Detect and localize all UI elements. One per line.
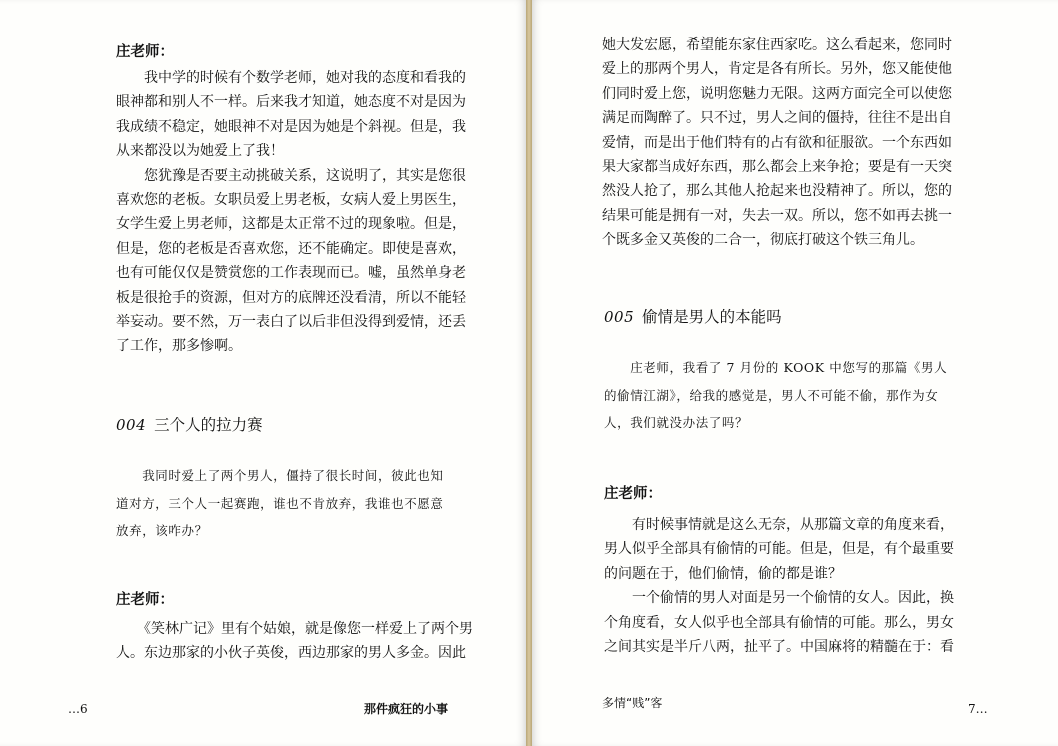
text-line: 女学生爱上男老师，这都是太正常不过的现象啦。但是， <box>116 216 466 233</box>
author-header: 庄老师： <box>116 592 174 608</box>
text-line: 眼神都和别人不一样。后来我才知道，她态度不对是因为 <box>116 94 466 111</box>
text-line: 她大发宏愿，希望能东家住西家吃。这么看起来，您同时 <box>602 37 952 53</box>
author-header: 庄老师： <box>116 44 174 60</box>
text-line: 喜欢您的老板。女职员爱上男老板，女病人爱上男医生， <box>116 192 466 209</box>
text-line: 但是，您的老板是否喜欢您，还不能确定。即使是喜欢， <box>116 240 466 257</box>
page-number: …6 <box>68 702 88 716</box>
text-line: 从来都没以为她爱上了我！ <box>116 143 284 160</box>
body-paragraph <box>116 66 466 359</box>
text-line: 然没人抢了，那么其他人抢起来也没精神了。所以，您的 <box>602 183 952 200</box>
text-line: 男人似乎全部具有偷情的可能。但是，但是，有个最重要 <box>604 541 954 558</box>
body-paragraph <box>604 513 954 659</box>
text-line: 道对方，三个人一起赛跑，谁也不肯放弃，我谁也不愿意 <box>116 495 444 511</box>
reader-question <box>116 462 444 545</box>
right-page <box>532 0 1058 746</box>
text-line: 结果可能是拥有一对，失去一双。所以，您不如再去挑一 <box>602 207 952 224</box>
text-line: 一个偷情的男人对面是另一个偷情的女人。因此，换 <box>604 590 954 607</box>
text-line: 的偷情江湖》，给我的感觉是，男人不可能不偷，那作为女 <box>604 387 939 403</box>
left-page <box>0 0 526 746</box>
text-line: 板是很抢手的资源，但对方的底牌还没看清，所以不能轻 <box>116 289 466 306</box>
text-line: 我中学的时候有个数学老师，她对我的态度和看我的 <box>116 70 466 86</box>
author-header: 庄老师： <box>604 486 662 502</box>
text-line: 满足而陶醉了。只不过，男人之间的僵持，往往不是出自 <box>602 110 952 127</box>
reader-question <box>604 354 947 437</box>
text-line: 我同时爱上了两个男人，僵持了很长时间，彼此也知 <box>116 468 444 483</box>
text-line: 个角度看，女人似乎也全部具有偷情的可能。那么，男女 <box>604 614 954 631</box>
text-line: 了工作，那多惨啊。 <box>116 338 242 355</box>
text-line: 爱情，而是出于他们特有的占有欲和征服欲。一个东西如 <box>602 134 952 151</box>
text-line: 之间其实是半斤八两，扯平了。中国麻将的精髓在于：看 <box>604 639 954 656</box>
section-number: 005 <box>604 308 635 326</box>
text-line: 爱上的那两个男人，肯定是各有所长。另外，您又能使他 <box>602 61 952 78</box>
text-line: 个既多金又英俊的二合一，彻底打破这个铁三角儿。 <box>602 232 924 249</box>
body-paragraph <box>116 617 473 666</box>
text-line: 的问题在于，他们偷情，偷的都是谁？ <box>604 565 842 582</box>
section-title: 三个人的拉力赛 <box>154 416 263 434</box>
text-line: 您犹豫是否要主动挑破关系，这说明了，其实是您很 <box>116 167 466 184</box>
section-heading <box>604 305 782 327</box>
body-paragraph <box>602 33 952 253</box>
text-line: 人。东边那家的小伙子英俊，西边那家的男人多金。因此 <box>116 645 466 662</box>
text-line: 我成绩不稳定，她眼神不对是因为她是个斜视。但是，我 <box>116 118 466 135</box>
text-line: 也有可能仅仅是赞赏您的工作表现而已。嘘，虽然单身老 <box>116 265 466 282</box>
running-title: 多情“贱”客 <box>602 696 663 710</box>
text-line: 有时候事情就是这么无奈，从那篇文章的角度来看， <box>604 517 954 533</box>
section-number: 004 <box>116 416 147 434</box>
section-title: 偷情是男人的本能吗 <box>642 308 782 326</box>
text-line: 们同时爱上您，说明您魅力无限。这两方面完全可以使您 <box>602 85 952 102</box>
text-line: 庄老师，我看了 7 月份的 KOOK 中您写的那篇《男人 <box>604 360 948 375</box>
text-line: 人，我们就没办法了吗？ <box>604 415 749 430</box>
text-line: 果大家都当成好东西，那么都会上来争抢；要是有一天突 <box>602 159 952 176</box>
text-line: 举妄动。要不然，万一表白了以后非但没得到爱情，还丢 <box>116 314 466 331</box>
running-title: 那件疯狂的小事 <box>364 702 449 716</box>
text-line: 放弃，该咋办？ <box>116 523 208 538</box>
text-line: 《笑林广记》里有个姑娘，就是像您一样爱上了两个男 <box>116 621 473 637</box>
section-heading <box>116 413 263 435</box>
page-number: 7… <box>968 702 988 716</box>
